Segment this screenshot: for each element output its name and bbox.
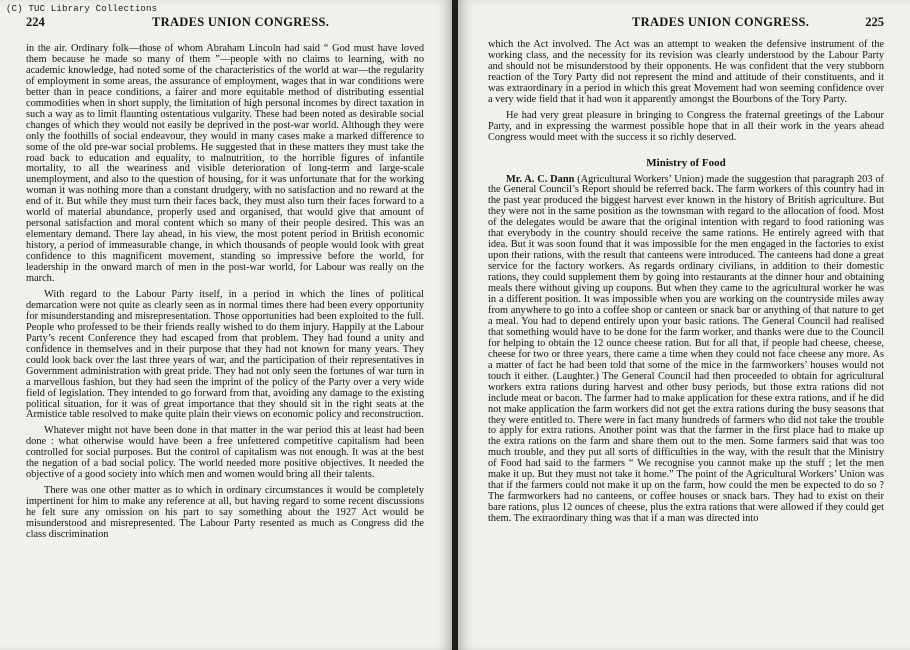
left-paragraph: in the air. Ordinary folk—those of whom Abraham Lincoln had said “ God must have loved them because he made so many of them ”—people with no claims to learning, with no academic knowledge, had noted some of the characteristics of the world at war—the regularity of employment in some areas, the assurance of employment, wages that in war conditions were better than in peace conditions, a fairer and more equitable method of distributing essential commodities when in short supply, the limitation of high personal incomes by direct taxation in such a way as to limit flaunting ostentatious vulgarity. These had been noted as desirable social changes of which they would not easily be deprived in the post-war world. Although they were only the foothills of social endeavour, they would in many cases make a marked difference to some of the old pre-war social problems. He suggested that in these matters they must take the road back to education and equality, to malnutrition, to the horrible figures of infantile mortality, to all the weariness and visible deterioration of long-term and large-scale unemployment, and also to the question of housing, for it was unfortunate that for the working woman it was nothing more than a constant drudgery, with no satisfaction and no reward at the end of it. But while they must turn their faces back, they must also turn their faces forward to a world of material abundance, properly used and organised, that would give that amount of personal satisfaction and moral content which so many of their people desired. This was an elementary demand. There lay ahead, in his view, the most potent period in British economic history, a period of immeasurable change, in which thousands of people would look with great confidence to this magnificent movement, standing so impressive before the world, for leadership in the onward march of men in the post-war world, for Labour was really on the march. (26, 43, 424, 285)
right-running-title: TRADES UNION CONGRESS. (632, 15, 810, 29)
speaker-text: (Agricultural Workers’ Union) made the suggestion that paragraph 203 of the General Council’s Report should be referred back. The farm workers of this country had in the past year produced the biggest harvest ever known in the history of British agriculture. But they were not in the same position as the townsman with regard to the allocation of food. Most of the delegates would be aware that the original intention with regard to food rationing was that everybody in the country should receive the same rations. He entirely agreed with that idea. But it was soon found that it was impossible for the men engaged in the factories to exist upon their rations, with the result that canteens were introduced. The canteens had done a great service for the factory workers. As regards ordinary civilians, in addition to their domestic rations, they could supplement them by going into restaurants at the dinner hour and obtaining meals there without giving up coupons. But when they came to the agricultural worker he was in a different position. It was impossible when you are working on the countryside miles away from anywhere to go into a coffee shop or canteen or snack bar or anything of that nature to get a meal. You had to depend entirely upon your basic rations. The General Council had realised that something would have to be done for the farm worker, and thanks were due to the Council for helping to obtain the 12 ounce cheese ration. But for all that, if people had cheese, cheese, cheese for two or three years, there came a time when they could not face cheese any more. As a matter of fact he had been told that some of the mice in the farmworkers’ houses would not touch it either. (Laughter.) The General Council had then proceeded to obtain for agricultural workers extra rations during harvest and other busy periods, but those extra rations did not include meat or bacon. The farmer had to make application for these extra rations, and if he did not make application the farm workers did not get the extra rations during the busy seasons that they were entitled to. There were in fact many hundreds of farmers who did not take the trouble to apply for extra rations. Another point was that the farmer in the first place had to make up the extra rations on the farm and share them out to the men. Some farmers said that was too much trouble, and they put all sorts of difficulties in the way, with the result that the Ministry of Food had said to the farmers “ We recognise you cannot make up the stuff ; let the men make it up. But they must not take it home.” The point of the Agricultural Workers’ Union was that if the farmers could not make it up on the farm, how could the men be expected to do so ? The farmworkers had no canteens, or coffee houses or snack bars. They had to exist on their bare rations, plus 12 ounces of cheese, plus the extra rations that were allowed if they could get them. The extraordinary thing was that if a man was directed into (488, 173, 884, 525)
section-heading: Ministry of Food (646, 156, 726, 169)
copyright-watermark: (C) TUC Library Collections (6, 4, 158, 14)
left-body-text (26, 44, 424, 541)
left-paragraph: With regard to the Labour Party itself, in a period in which the lines of political demarcation were not quite as clearly seen as in normal times there had been every opportunity for misunderstanding and misrepresentation. Those opportunities had been exploited to the full. People who professed to be their friends really wished to do them injury. Happily at the Labour Party’s recent Conference they had escaped from that problem. They had found a unity and confidence in themselves and in their purpose that they had not known for many years. They could look back over the last three years of war, and the participation of their representatives in Government administration with great pride. They had not only seen the fortunes of war turn in a marvellous fashion, but they had seen the imprint of the policy of the Party over a very wide field of legislation. They intended to go forward from that, avoiding any damage to the existing political situation, for it was of great importance that they should sit in the right seats at the Armistice table resolved to make quite plain their views on economic policy and reconstruction. (26, 288, 424, 421)
right-body-text (488, 40, 884, 525)
right-paragraph: which the Act involved. The Act was an attempt to weaken the defensive instrument of the working class, and the necessity for its revision was clearly understood by the Labour Party and should not be misunderstood by their opponents. He was confident that the very stubborn reaction of the Tory Party did not represent the mind and attitude of their constituents, and it was extraordinary in a period in which this great Movement had won seeming confidence over a very wide field that it had won it apparently amongst the Bourbons of the Tory Party. (488, 39, 884, 105)
left-page-number: 224 (26, 15, 45, 29)
speaker-name: Mr. A. C. Dann (506, 173, 575, 185)
right-page (458, 0, 910, 650)
left-paragraph: There was one other matter as to which in ordinary circumstances it would be completely impertinent for him to make any reference at all, but having regard to some recent discussions he felt sure any omission on his part to say something about the 1927 Act would be misunderstood and misrepresented. The Labour Party resented as much as Congress did the class discrimination (26, 485, 424, 540)
right-paragraph: He had very great pleasure in bringing to Congress the fraternal greetings of the Labour Party, and in expressing the warmest possible hope that in all their work in the years ahead Congress would meet with the success it so richly deserved. (488, 109, 884, 143)
right-running-head (488, 13, 884, 31)
speaker-paragraph (488, 175, 884, 526)
left-running-title: TRADES UNION CONGRESS. (152, 15, 330, 29)
right-page-number: 225 (865, 15, 884, 29)
left-page (0, 0, 452, 650)
left-paragraph: Whatever might not have been done in that matter in the war period this at least had been done : what otherwise would have been a free unfettered competitive capitalism had been controlled for social purposes. But the control of capitalism was not enough. It was at the best the negation of a bad social policy. The world needed more positive objectives. It needed the objective of a good society into which men and women would bring all their talents. (26, 425, 424, 481)
left-running-head (26, 13, 430, 31)
